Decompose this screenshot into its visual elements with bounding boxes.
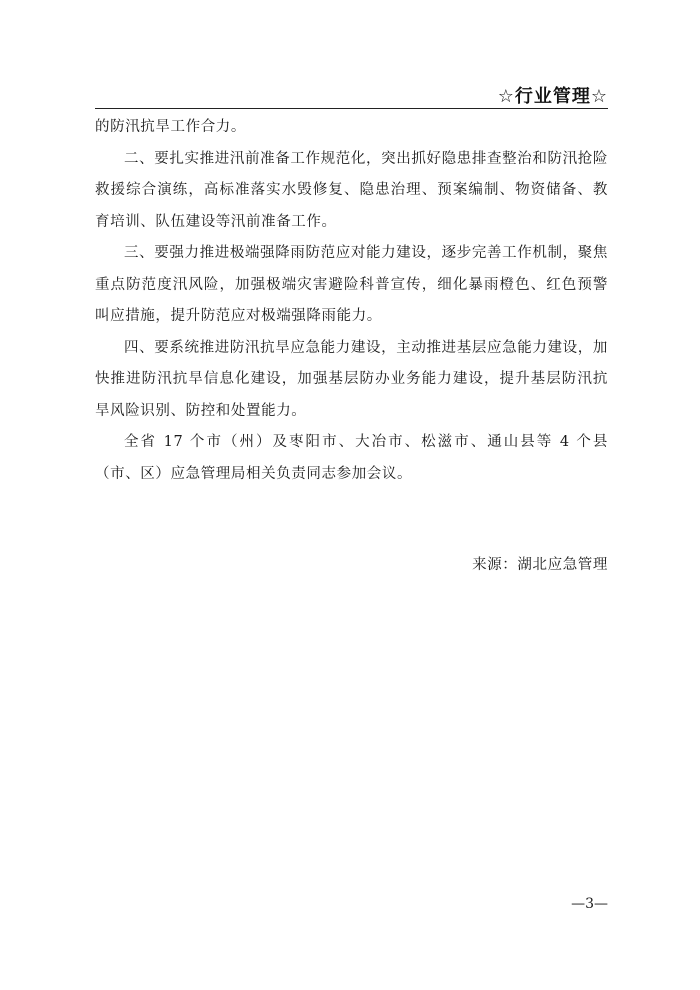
section-title: ☆行业管理☆	[497, 86, 608, 107]
article-body	[95, 112, 608, 490]
paragraph-point-four: 四、要系统推进防汛抗旱应急能力建设，主动推进基层应急能力建设，加快推进防汛抗旱信息化建设，加强基层防办业务能力建设，提升基层防汛抗旱风险识别、防控和处置能力。	[95, 339, 608, 419]
paragraph-attendees: 全省 17 个市（州）及枣阳市、大冶市、松滋市、通山县等 4 个县（市、区）应急管理局相关负责同志参加会议。	[95, 434, 608, 482]
article-source: 来源：湖北应急管理	[472, 557, 608, 573]
page-header	[95, 78, 608, 109]
paragraph-point-three: 三、要强力推进极端强降雨防范应对能力建设，逐步完善工作机制，聚焦重点防范度汛风险，加强极端灾害避险科普宣传，细化暴雨橙色、红色预警叫应措施，提升防范应对极端强降雨能力。	[95, 245, 608, 324]
paragraph-continuation: 的防汛抗旱工作合力。	[95, 119, 246, 135]
paragraph-point-two: 二、要扎实推进汛前准备工作规范化，突出抓好隐患排查整治和防汛抢险救援综合演练，高标准落实水毁修复、隐患治理、预案编制、物资储备、教育培训、队伍建设等汛前准备工作。	[95, 150, 608, 230]
page-number: —3—	[571, 896, 608, 912]
